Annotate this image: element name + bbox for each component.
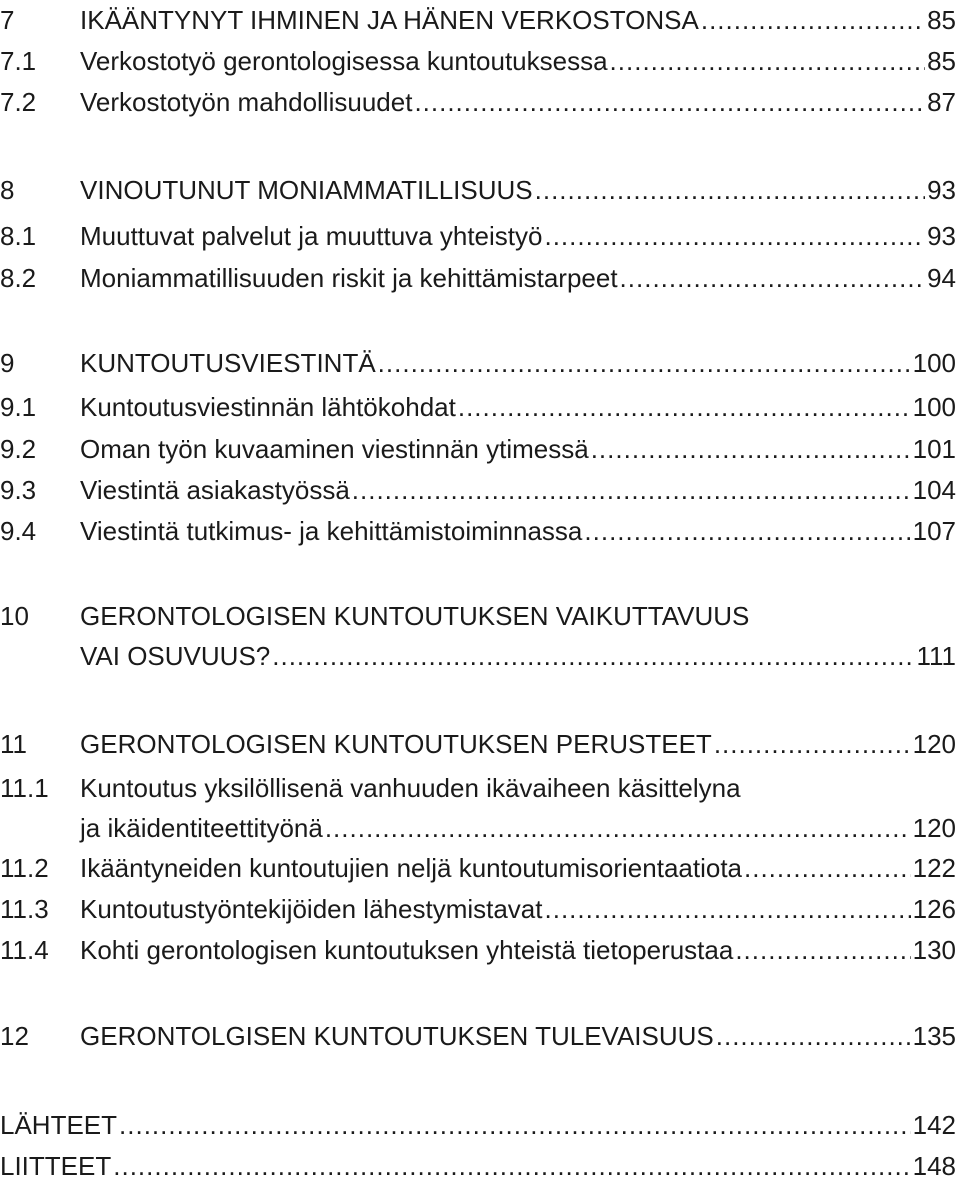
- dot-leader: [544, 216, 925, 256]
- toc-entry-11-4[interactable]: [0, 930, 956, 970]
- dot-leader: [119, 1105, 911, 1145]
- entry-number: 9.1: [0, 392, 37, 422]
- entry-page: 122: [912, 853, 956, 883]
- entry-title: ja ikäidentiteettityönä: [80, 813, 323, 843]
- dot-leader: [352, 470, 911, 510]
- toc-entry-7[interactable]: [0, 0, 956, 40]
- entry-title: Ikääntyneiden kuntoutujien neljä kuntoutumisorientaatiota: [80, 853, 743, 883]
- entry-page: 87: [927, 87, 956, 117]
- entry-title: Viestintä tutkimus- ja kehittämistoiminnassa: [80, 516, 583, 546]
- entry-number: 11.3: [0, 894, 49, 924]
- entry-title: VINOUTUNUT MONIAMMATILLISUUS: [80, 175, 533, 205]
- dot-leader: [591, 429, 911, 469]
- entry-page: 85: [927, 5, 956, 35]
- entry-number: 9: [0, 348, 15, 378]
- toc-entry-11-1-continued[interactable]: [0, 808, 956, 848]
- entry-page: 130: [912, 935, 956, 965]
- dot-leader: [535, 170, 925, 210]
- entry-number: 8: [0, 175, 15, 205]
- dot-leader: [414, 82, 925, 122]
- entry-page: 100: [912, 348, 956, 378]
- toc-entry-11-2[interactable]: [0, 848, 956, 888]
- entry-number: 12: [0, 1021, 29, 1051]
- dot-leader: [735, 930, 910, 970]
- entry-title: GERONTOLGISEN KUNTOUTUKSEN TULEVAISUUS: [80, 1021, 714, 1051]
- entry-title: GERONTOLOGISEN KUNTOUTUKSEN PERUSTEET: [80, 729, 712, 759]
- entry-title: LÄHTEET: [0, 1110, 118, 1140]
- entry-title: Muuttuvat palvelut ja muuttuva yhteistyö: [80, 221, 543, 251]
- entry-title: LIITTEET: [0, 1151, 112, 1181]
- toc-entry-references[interactable]: [0, 1105, 956, 1145]
- entry-title: Kuntoutusviestinnän lähtökohdat: [80, 392, 456, 422]
- toc-entry-12[interactable]: [0, 1016, 956, 1056]
- entry-page: 135: [912, 1021, 956, 1051]
- entry-number: 7: [0, 5, 15, 35]
- entry-page: 104: [912, 475, 956, 505]
- entry-title: Verkostotyö gerontologisessa kuntoutuksessa: [80, 46, 608, 76]
- dot-leader: [113, 1146, 910, 1186]
- entry-page: 93: [927, 175, 956, 205]
- entry-number: 7.1: [0, 46, 37, 76]
- dot-leader: [610, 41, 926, 81]
- dot-leader: [325, 808, 911, 848]
- dot-leader: [458, 387, 911, 427]
- toc-entry-9[interactable]: [0, 343, 956, 383]
- entry-number: 9.3: [0, 475, 37, 505]
- entry-number: 10: [0, 601, 29, 631]
- toc-entry-11-3[interactable]: [0, 889, 956, 929]
- entry-page: 148: [912, 1151, 956, 1181]
- dot-leader: [378, 343, 911, 383]
- entry-number: 8.2: [0, 263, 37, 293]
- entry-page: 126: [912, 894, 956, 924]
- entry-title: Viestintä asiakastyössä: [80, 475, 350, 505]
- entry-page: 111: [916, 641, 956, 671]
- toc-entry-8-1[interactable]: [0, 216, 956, 256]
- entry-title: Kohti gerontologisen kuntoutuksen yhteistä tietoperustaa: [80, 935, 734, 965]
- entry-number: 9.4: [0, 516, 37, 546]
- entry-number: 8.1: [0, 221, 37, 251]
- entry-number: 11: [0, 729, 27, 759]
- toc-entry-9-3[interactable]: [0, 470, 956, 510]
- dot-leader: [545, 889, 911, 929]
- entry-page: 85: [927, 46, 956, 76]
- entry-page: 101: [912, 434, 956, 464]
- entry-title: Kuntoutustyöntekijöiden lähestymistavat: [80, 894, 543, 924]
- dot-leader: [716, 1016, 911, 1056]
- toc-entry-10[interactable]: [0, 596, 956, 636]
- dot-leader: [620, 258, 926, 298]
- entry-title: KUNTOUTUSVIESTINTÄ: [80, 348, 376, 378]
- entry-number: 11.2: [0, 853, 49, 883]
- entry-number: 11.1: [0, 773, 49, 803]
- entry-page: 107: [912, 516, 956, 546]
- entry-number: 11.4: [0, 935, 49, 965]
- toc-entry-10-continued[interactable]: [0, 636, 956, 676]
- toc-entry-11-1[interactable]: [0, 768, 956, 808]
- toc-entry-8-2[interactable]: [0, 258, 956, 298]
- entry-title: Verkostotyön mahdollisuudet: [80, 87, 413, 117]
- entry-number: 7.2: [0, 87, 37, 117]
- entry-page: 94: [927, 263, 956, 293]
- entry-title: IKÄÄNTYNYT IHMINEN JA HÄNEN VERKOSTONSA: [80, 5, 699, 35]
- dot-leader: [584, 511, 910, 551]
- toc-entry-8[interactable]: [0, 170, 956, 210]
- dot-leader: [701, 0, 925, 40]
- entry-title-line1: GERONTOLOGISEN KUNTOUTUKSEN VAIKUTTAVUUS: [80, 601, 750, 631]
- entry-title: Oman työn kuvaaminen viestinnän ytimessä: [80, 434, 589, 464]
- entry-page: 93: [927, 221, 956, 251]
- dot-leader: [714, 724, 911, 764]
- toc-entry-9-1[interactable]: [0, 387, 956, 427]
- entry-title: Moniammatillisuuden riskit ja kehittämistarpeet: [80, 263, 618, 293]
- dot-leader: [744, 848, 911, 888]
- toc-entry-9-2[interactable]: [0, 429, 956, 469]
- entry-number: 9.2: [0, 434, 37, 464]
- entry-page: 100: [912, 392, 956, 422]
- entry-page: 120: [912, 729, 956, 759]
- entry-title-line1: Kuntoutus yksilöllisenä vanhuuden ikävaiheen käsittelyna: [80, 773, 741, 803]
- dot-leader: [272, 636, 914, 676]
- toc-entry-9-4[interactable]: [0, 511, 956, 551]
- toc-entry-7-2[interactable]: [0, 82, 956, 122]
- entry-page: 120: [912, 813, 956, 843]
- toc-entry-11[interactable]: [0, 724, 956, 764]
- toc-entry-7-1[interactable]: [0, 41, 956, 81]
- toc-entry-appendices[interactable]: [0, 1146, 956, 1186]
- entry-title: VAI OSUVUUS?: [80, 641, 271, 671]
- entry-page: 142: [912, 1110, 956, 1140]
